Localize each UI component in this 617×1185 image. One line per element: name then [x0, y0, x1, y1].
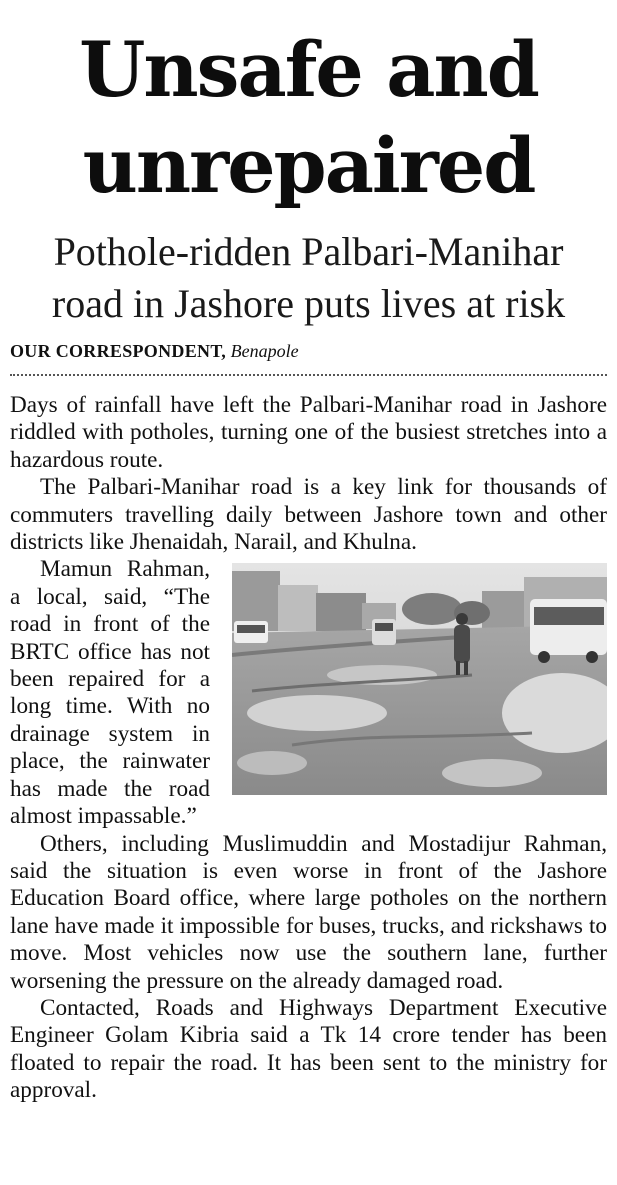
paragraph-3: Mamun Rahman, a local, said, “The road in front of the BRTC office has not been repaired for a long time. With no drainage system in place, the rainwater has made the road almost impassable.” — [10, 556, 210, 830]
article-body — [10, 392, 607, 1105]
subheadline-line-1: Pothole-ridden Palbari-Manihar — [53, 229, 564, 274]
paragraph-2: The Palbari-Manihar road is a key link for thousands of commuters travelling daily between Jashore town and other districts like Jhenaidah, Narail, and Khulna. — [10, 474, 607, 556]
paragraph-1: Days of rainfall have left the Palbari-Manihar road in Jashore riddled with potholes, turning one of the busiest stretches into a hazardous route. — [10, 392, 607, 473]
headline-line-1: Unsafe and — [79, 25, 538, 114]
paragraph-4: Others, including Muslimuddin and Mostadijur Rahman, said the situation is even worse in front of the Jashore Education Board office, where large potholes on the northern lane have made it impossible for buses, trucks, and rickshaws to move. Most vehicles now use the southern lane, further worsening the pressure on the already damaged road. — [10, 830, 607, 994]
paragraph-5: Contacted, Roads and Highways Department Executive Engineer Golam Kibria said a Tk 14 crore tender has been floated to repair the road. It has been sent to the ministry for approval. — [10, 994, 607, 1104]
headline — [0, 22, 617, 214]
byline-place: Benapole — [230, 341, 299, 361]
byline — [10, 340, 610, 362]
dotted-divider — [10, 374, 607, 376]
byline-author: OUR CORRESPONDENT, — [10, 341, 227, 361]
road-photo — [232, 563, 607, 795]
road-photo-image — [232, 563, 607, 795]
subheadline-line-2: road in Jashore puts lives at risk — [51, 281, 566, 326]
headline-line-2: unrepaired — [82, 121, 535, 210]
subheadline — [0, 226, 617, 330]
